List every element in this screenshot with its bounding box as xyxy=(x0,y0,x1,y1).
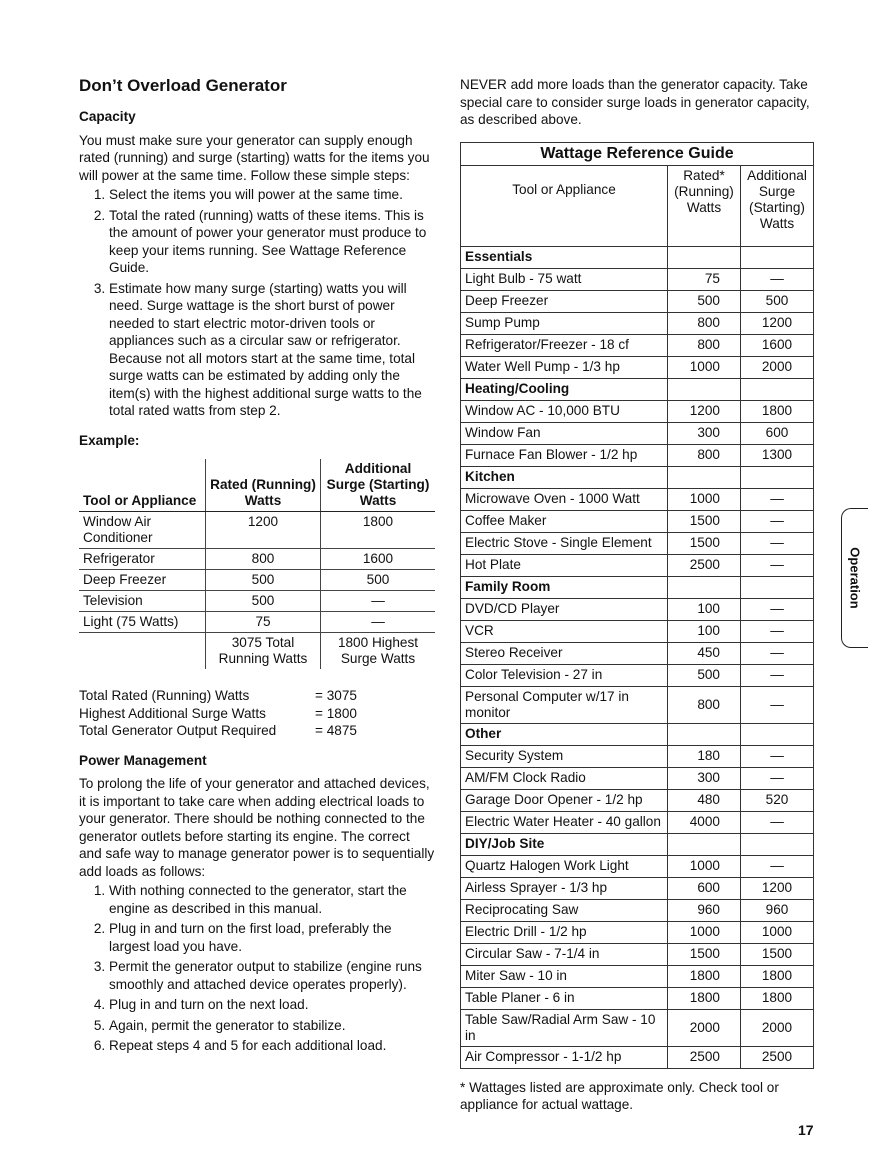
section-tab-label: Operation xyxy=(847,547,863,609)
guide-surge-watts: — xyxy=(741,510,814,532)
totals-value: = 3075 xyxy=(315,688,357,703)
totals-line xyxy=(79,705,435,723)
guide-rated-watts: 800 xyxy=(668,686,741,723)
example-row xyxy=(79,549,435,570)
guide-surge-watts: 2500 xyxy=(741,1046,814,1068)
example-totals-blank xyxy=(79,633,206,670)
guide-surge-watts: — xyxy=(741,642,814,664)
guide-header-row xyxy=(461,165,814,246)
guide-surge-watts: 1800 xyxy=(741,987,814,1009)
guide-rated-watts: 450 xyxy=(668,642,741,664)
guide-empty-cell xyxy=(668,576,741,598)
guide-appliance: Window AC - 10,000 BTU xyxy=(461,400,668,422)
guide-appliance: Circular Saw - 7-1/4 in xyxy=(461,943,668,965)
pm-step: 3. Permit the generator output to stabilize (engine runs smoothly and attached device operates properly). xyxy=(109,958,435,993)
guide-row xyxy=(461,855,814,877)
guide-row xyxy=(461,444,814,466)
guide-row xyxy=(461,877,814,899)
example-rated-cell: 500 xyxy=(206,591,321,612)
example-row xyxy=(79,570,435,591)
guide-rated-watts: 600 xyxy=(668,877,741,899)
example-rated-cell: 75 xyxy=(206,612,321,633)
wattage-reference-guide xyxy=(460,142,814,1069)
guide-surge-watts: — xyxy=(741,620,814,642)
guide-empty-cell xyxy=(741,833,814,855)
pm-step: 4. Plug in and turn on the next load. xyxy=(109,996,435,1014)
guide-row xyxy=(461,664,814,686)
guide-appliance: Window Fan xyxy=(461,422,668,444)
guide-empty-cell xyxy=(741,246,814,268)
guide-surge-watts: 2000 xyxy=(741,1009,814,1046)
guide-appliance: Reciprocating Saw xyxy=(461,899,668,921)
guide-surge-watts: 600 xyxy=(741,422,814,444)
capacity-heading: Capacity xyxy=(79,109,136,124)
guide-surge-watts: — xyxy=(741,268,814,290)
example-col-rated: Rated (Running) Watts xyxy=(206,459,321,512)
guide-row xyxy=(461,921,814,943)
right-intro: NEVER add more loads than the generator capacity. Take special care to consider surge loads in generator capacity, as described above. xyxy=(460,77,810,127)
guide-row xyxy=(461,620,814,642)
guide-empty-cell xyxy=(668,833,741,855)
guide-rated-watts: 180 xyxy=(668,745,741,767)
guide-appliance: Electric Drill - 1/2 hp xyxy=(461,921,668,943)
guide-appliance: VCR xyxy=(461,620,668,642)
guide-empty-cell xyxy=(741,576,814,598)
guide-rated-watts: 1000 xyxy=(668,488,741,510)
totals-line xyxy=(79,687,435,705)
totals-line xyxy=(79,722,435,740)
guide-row xyxy=(461,532,814,554)
guide-row xyxy=(461,356,814,378)
guide-surge-watts: — xyxy=(741,686,814,723)
guide-surge-watts: — xyxy=(741,855,814,877)
guide-surge-watts: 1600 xyxy=(741,334,814,356)
guide-surge-watts: 1000 xyxy=(741,921,814,943)
guide-row xyxy=(461,987,814,1009)
pm-step: 1. With nothing connected to the generator, start the engine as described in this manual. xyxy=(109,882,435,917)
example-heading: Example: xyxy=(79,432,140,448)
guide-title: Wattage Reference Guide xyxy=(461,142,814,165)
totals-value: = 4875 xyxy=(315,723,357,738)
guide-appliance: Electric Stove - Single Element xyxy=(461,532,668,554)
guide-rated-watts: 800 xyxy=(668,312,741,334)
guide-appliance: Quartz Halogen Work Light xyxy=(461,855,668,877)
guide-appliance: Coffee Maker xyxy=(461,510,668,532)
guide-rated-watts: 2000 xyxy=(668,1009,741,1046)
guide-surge-watts: — xyxy=(741,532,814,554)
guide-row xyxy=(461,686,814,723)
guide-appliance: Furnace Fan Blower - 1/2 hp xyxy=(461,444,668,466)
guide-row xyxy=(461,312,814,334)
example-row xyxy=(79,591,435,612)
guide-rated-watts: 100 xyxy=(668,598,741,620)
example-rated-cell: 800 xyxy=(206,549,321,570)
guide-footnote: * Wattages listed are approximate only. Check tool or appliance for actual wattage. xyxy=(460,1079,779,1112)
guide-surge-watts: — xyxy=(741,745,814,767)
guide-appliance: Table Saw/Radial Arm Saw - 10 in xyxy=(461,1009,668,1046)
guide-rated-watts: 1800 xyxy=(668,987,741,1009)
guide-rated-watts: 1500 xyxy=(668,532,741,554)
guide-surge-watts: 960 xyxy=(741,899,814,921)
guide-surge-watts: — xyxy=(741,767,814,789)
guide-row xyxy=(461,899,814,921)
guide-surge-watts: 1200 xyxy=(741,877,814,899)
guide-surge-watts: — xyxy=(741,598,814,620)
guide-col-tool: Tool or Appliance xyxy=(461,165,668,246)
totals-label: Highest Additional Surge Watts xyxy=(79,705,266,721)
guide-category-row xyxy=(461,576,814,598)
totals-summary xyxy=(79,687,435,740)
page-number: 17 xyxy=(798,1122,814,1138)
guide-rated-watts: 1200 xyxy=(668,400,741,422)
pm-step: 2. Plug in and turn on the first load, preferably the largest load you have. xyxy=(109,920,435,955)
guide-row xyxy=(461,789,814,811)
example-tool-cell: Deep Freezer xyxy=(79,570,206,591)
guide-row xyxy=(461,422,814,444)
guide-appliance: Air Compressor - 1-1/2 hp xyxy=(461,1046,668,1068)
guide-row xyxy=(461,1046,814,1068)
guide-row xyxy=(461,268,814,290)
guide-surge-watts: — xyxy=(741,664,814,686)
example-highest-surge: 1800 Highest Surge Watts xyxy=(321,633,436,670)
example-col-surge: Additional Surge (Starting) Watts xyxy=(321,459,436,512)
guide-rated-watts: 300 xyxy=(668,767,741,789)
guide-surge-watts: — xyxy=(741,554,814,576)
example-tool-cell: Television xyxy=(79,591,206,612)
example-surge-cell: — xyxy=(321,591,436,612)
guide-row xyxy=(461,488,814,510)
guide-surge-watts: 1200 xyxy=(741,312,814,334)
guide-row xyxy=(461,290,814,312)
example-tool-cell: Light (75 Watts) xyxy=(79,612,206,633)
example-surge-cell: — xyxy=(321,612,436,633)
guide-rated-watts: 500 xyxy=(668,664,741,686)
guide-category-row xyxy=(461,723,814,745)
right-column xyxy=(460,76,816,1114)
guide-empty-cell xyxy=(668,466,741,488)
guide-category: Kitchen xyxy=(461,466,668,488)
capacity-step: 1. Select the items you will power at the same time. xyxy=(109,186,435,204)
guide-rated-watts: 1000 xyxy=(668,921,741,943)
example-tool-cell: Refrigerator xyxy=(79,549,206,570)
guide-category: Family Room xyxy=(461,576,668,598)
capacity-step: 3. Estimate how many surge (starting) watts you will need. Surge wattage is the short burst of power needed to start electric motor-driven tools or appliances such as a circular saw or refrigerator. Because not all motors start at the same time, total surge watts can be estimated by adding only the item(s) with the highest additional surge watts to the total rated watts from step 2. xyxy=(109,280,435,420)
guide-appliance: Water Well Pump - 1/3 hp xyxy=(461,356,668,378)
guide-appliance: Light Bulb - 75 watt xyxy=(461,268,668,290)
guide-row xyxy=(461,400,814,422)
guide-appliance: Deep Freezer xyxy=(461,290,668,312)
guide-empty-cell xyxy=(741,466,814,488)
guide-appliance: Airless Sprayer - 1/3 hp xyxy=(461,877,668,899)
guide-appliance: Personal Computer w/17 in monitor xyxy=(461,686,668,723)
totals-value: = 1800 xyxy=(315,705,357,721)
example-totals-row xyxy=(79,633,435,670)
guide-rated-watts: 960 xyxy=(668,899,741,921)
guide-empty-cell xyxy=(741,723,814,745)
totals-label: Total Generator Output Required xyxy=(79,723,277,738)
guide-rated-watts: 300 xyxy=(668,422,741,444)
example-row xyxy=(79,612,435,633)
example-table xyxy=(79,459,435,669)
guide-category: Heating/Cooling xyxy=(461,378,668,400)
example-surge-cell: 1600 xyxy=(321,549,436,570)
guide-rated-watts: 800 xyxy=(668,334,741,356)
example-header-row xyxy=(79,459,435,512)
guide-rated-watts: 500 xyxy=(668,290,741,312)
guide-appliance: Microwave Oven - 1000 Watt xyxy=(461,488,668,510)
guide-row xyxy=(461,943,814,965)
capacity-steps xyxy=(79,186,435,420)
guide-category-row xyxy=(461,378,814,400)
guide-rated-watts: 2500 xyxy=(668,1046,741,1068)
guide-appliance: Hot Plate xyxy=(461,554,668,576)
power-management-intro: To prolong the life of your generator and attached devices, it is important to take care when adding electrical loads to your generator. There should be nothing connected to the generator outlets before starting its engine. The correct and safe way to manage generator power is to sequentially add loads as follows: xyxy=(79,776,435,879)
guide-category-row xyxy=(461,246,814,268)
guide-empty-cell xyxy=(668,246,741,268)
example-tool-cell: Window Air Conditioner xyxy=(79,512,206,549)
guide-surge-watts: 1300 xyxy=(741,444,814,466)
guide-rated-watts: 1500 xyxy=(668,943,741,965)
guide-col-surge: Additional Surge (Starting) Watts xyxy=(741,165,814,246)
example-surge-cell: 1800 xyxy=(321,512,436,549)
guide-rated-watts: 2500 xyxy=(668,554,741,576)
power-management-steps xyxy=(79,882,435,1055)
guide-appliance: Refrigerator/Freezer - 18 cf xyxy=(461,334,668,356)
example-total-running: 3075 Total Running Watts xyxy=(206,633,321,670)
guide-appliance: Electric Water Heater - 40 gallon xyxy=(461,811,668,833)
guide-row xyxy=(461,811,814,833)
guide-row xyxy=(461,1009,814,1046)
guide-empty-cell xyxy=(741,378,814,400)
guide-appliance: Stereo Receiver xyxy=(461,642,668,664)
guide-appliance: Security System xyxy=(461,745,668,767)
guide-rated-watts: 4000 xyxy=(668,811,741,833)
section-tab xyxy=(841,508,868,648)
guide-rated-watts: 1500 xyxy=(668,510,741,532)
guide-surge-watts: 1800 xyxy=(741,400,814,422)
guide-appliance: Table Planer - 6 in xyxy=(461,987,668,1009)
guide-rated-watts: 75 xyxy=(668,268,741,290)
guide-surge-watts: 1500 xyxy=(741,943,814,965)
guide-surge-watts: 1800 xyxy=(741,965,814,987)
capacity-step: 2. Total the rated (running) watts of these items. This is the amount of power your generator must produce to keep your items running. See Wattage Reference Guide. xyxy=(109,207,435,277)
capacity-intro: You must make sure your generator can supply enough rated (running) and surge (starting) watts for the items you will power at the same time. Follow these simple steps: xyxy=(79,132,430,183)
guide-rated-watts: 1000 xyxy=(668,855,741,877)
guide-col-rated: Rated* (Running) Watts xyxy=(668,165,741,246)
guide-appliance: DVD/CD Player xyxy=(461,598,668,620)
example-rated-cell: 1200 xyxy=(206,512,321,549)
guide-appliance: Miter Saw - 10 in xyxy=(461,965,668,987)
guide-appliance: Color Television - 27 in xyxy=(461,664,668,686)
guide-appliance: Garage Door Opener - 1/2 hp xyxy=(461,789,668,811)
page-title: Don’t Overload Generator xyxy=(79,76,287,95)
guide-empty-cell xyxy=(668,723,741,745)
guide-empty-cell xyxy=(668,378,741,400)
guide-row xyxy=(461,965,814,987)
pm-step: 5. Again, permit the generator to stabilize. xyxy=(109,1017,435,1035)
guide-rated-watts: 800 xyxy=(668,444,741,466)
guide-row xyxy=(461,767,814,789)
guide-row xyxy=(461,510,814,532)
guide-row xyxy=(461,745,814,767)
example-rated-cell: 500 xyxy=(206,570,321,591)
guide-appliance: AM/FM Clock Radio xyxy=(461,767,668,789)
totals-label: Total Rated (Running) Watts xyxy=(79,688,250,703)
guide-category-row xyxy=(461,833,814,855)
pm-step: 6. Repeat steps 4 and 5 for each additional load. xyxy=(109,1037,435,1055)
guide-rated-watts: 100 xyxy=(668,620,741,642)
guide-rated-watts: 480 xyxy=(668,789,741,811)
guide-appliance: Sump Pump xyxy=(461,312,668,334)
example-surge-cell: 500 xyxy=(321,570,436,591)
guide-surge-watts: 500 xyxy=(741,290,814,312)
example-row xyxy=(79,512,435,549)
power-management-heading: Power Management xyxy=(79,752,207,768)
guide-category: DIY/Job Site xyxy=(461,833,668,855)
guide-surge-watts: — xyxy=(741,488,814,510)
guide-category: Essentials xyxy=(461,246,668,268)
guide-rated-watts: 1000 xyxy=(668,356,741,378)
guide-row xyxy=(461,554,814,576)
guide-surge-watts: — xyxy=(741,811,814,833)
left-column xyxy=(79,76,435,1058)
guide-surge-watts: 520 xyxy=(741,789,814,811)
guide-surge-watts: 2000 xyxy=(741,356,814,378)
guide-row xyxy=(461,334,814,356)
guide-row xyxy=(461,598,814,620)
guide-category: Other xyxy=(461,723,668,745)
guide-category-row xyxy=(461,466,814,488)
guide-row xyxy=(461,642,814,664)
guide-rated-watts: 1800 xyxy=(668,965,741,987)
example-col-tool: Tool or Appliance xyxy=(79,459,206,512)
